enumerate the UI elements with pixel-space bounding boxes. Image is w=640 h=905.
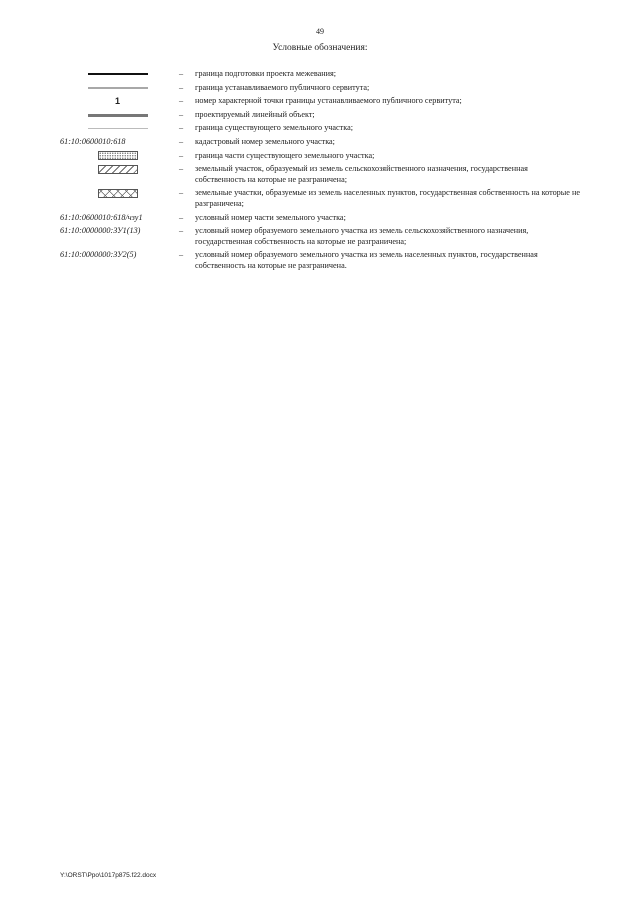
legend-description: земельный участок, образуемый из земель сельскохозяйственного назначения, государственная собственность на которые не разграничена;: [195, 164, 528, 184]
point-number-label: 1: [114, 96, 120, 107]
legend-item-plot-part-number: [60, 213, 580, 224]
symbol-dark-gray-line: [60, 110, 175, 121]
dash: –: [179, 123, 184, 133]
legend-description: условный номер образуемого земельного участка из земель населенных пунктов, государственная собственность на которые не разграничена.: [195, 250, 538, 270]
symbol-hatched-box: [60, 164, 175, 175]
symbol-thick-black-line: [60, 69, 175, 80]
symbol-plot-part-number: 61:10:0600010:618/чзу1: [60, 212, 143, 222]
legend-item-settlement-plots: [60, 188, 580, 209]
legend-item-plot-part-boundary: [60, 151, 580, 162]
symbol-point-number: [60, 96, 175, 107]
dash: –: [179, 188, 184, 198]
legend-description: граница устанавливаемого публичного сервитута;: [195, 82, 370, 92]
legend-description: граница части существующего земельного участка;: [195, 150, 375, 160]
dash: –: [179, 164, 184, 174]
page-number: 49: [316, 27, 324, 36]
legend-title: Условные обозначения:: [272, 43, 368, 53]
legend-list: [60, 69, 580, 275]
dash: –: [179, 226, 184, 236]
symbol-settlement-plot-number: 61:10:0000000:ЗУ2(5): [60, 250, 137, 260]
legend-description: граница существующего земельного участка;: [195, 123, 354, 133]
dash: –: [179, 69, 184, 78]
footer-file-path: Y:\ORST\Ppo\1017p875.f22.docx: [60, 872, 157, 879]
dash: –: [179, 136, 184, 146]
legend-item-agricultural-plot-number: [60, 226, 580, 247]
dash: –: [179, 96, 184, 106]
symbol-crosshatched-box: [60, 188, 175, 199]
legend-description: условный номер образуемого земельного участка из земель сельскохозяйственного назначения, государственная собственность на которые не разграничена;: [195, 226, 529, 246]
symbol-thick-gray-line: [60, 83, 175, 94]
legend-item-cadastral-number: [60, 137, 580, 148]
dash: –: [179, 82, 184, 92]
legend-item-project-boundary: [60, 69, 580, 80]
legend-description: номер характерной точки границы устанавливаемого публичного сервитута;: [195, 96, 462, 106]
symbol-cadastral-number: 61:10:0600010:618: [60, 136, 126, 146]
legend-description: земельные участки, образуемые из земель населенных пунктов, государственная собственность на которые не разграничена;: [195, 188, 580, 208]
legend-item-servitude-boundary: [60, 83, 580, 94]
legend-description: условный номер части земельного участка;: [195, 212, 346, 222]
dash: –: [179, 109, 184, 119]
symbol-agricultural-plot-number: 61:10:0000000:ЗУ1(13): [60, 226, 141, 236]
legend-item-existing-plot-boundary: [60, 123, 580, 134]
legend-description: граница подготовки проекта межевания;: [195, 69, 337, 78]
symbol-dotted-box: [60, 151, 175, 162]
legend-item-point-number: [60, 96, 580, 107]
dash: –: [179, 212, 184, 222]
legend-item-linear-object: [60, 110, 580, 121]
symbol-thin-gray-line: [60, 123, 175, 134]
legend-description: проектируемый линейный объект;: [195, 109, 315, 119]
dash: –: [179, 150, 184, 160]
dash: –: [179, 250, 184, 260]
legend-item-settlement-plot-number: [60, 250, 580, 271]
legend-description: кадастровый номер земельного участка;: [195, 136, 335, 146]
legend-item-agricultural-plot: [60, 164, 580, 185]
